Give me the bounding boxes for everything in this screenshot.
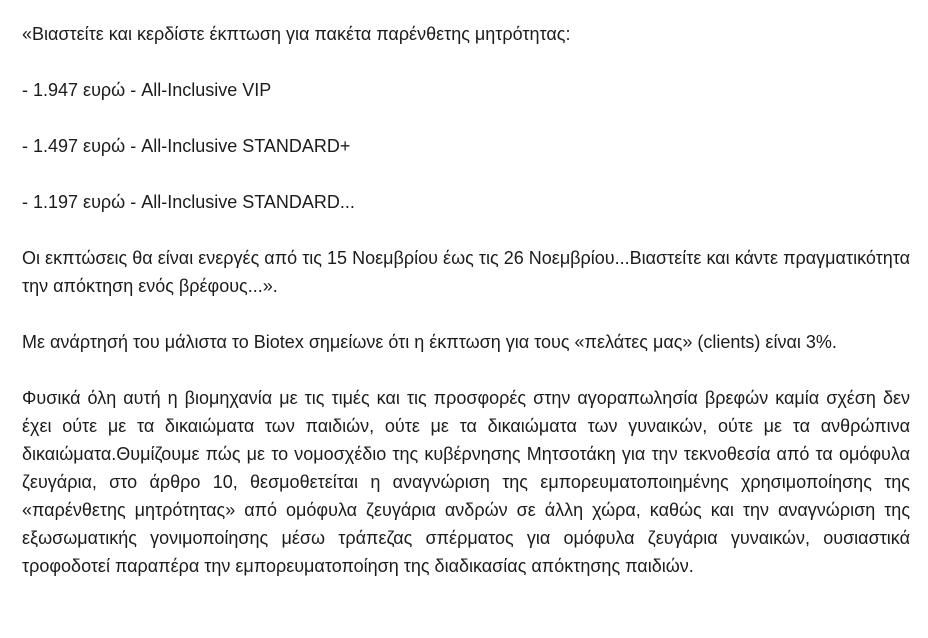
biotex-paragraph: Με ανάρτησή του μάλιστα το Biotex σημείωνε ότι η έκπτωση για τους «πελάτες μας» (clients) είναι 3%. <box>22 332 837 352</box>
closing-paragraph: Φυσικά όλη αυτή η βιομηχανία με τις τιμές και τις προσφορές στην αγοραπωλησία βρεφών καμία σχέση δεν έχει ούτε με τα δικαιώματα των παιδιών, ούτε με τα δικαιώματα των γυναικών, ούτε με τα ανθρώπινα δικαιώματα.Θυμίζουμε πώς με το νομοσχέδιο της κυβέρνησης Μητσοτάκη για την τεκνοθεσία από τα ομόφυλα ζευγάρια, στο άρθρο 10, θεσμοθετείται η αναγνώριση της εμπορευματοποιημένης χρησιμοποίησης της «παρένθετης μητρότητας» από ομόφυλα ζευγάρια ανδρών σε άλλη χώρα, καθώς και την αναγνώριση της εξωσωματικής γονιμοποίησης μέσω τράπεζας σπέρματος για ομόφυλα ζευγάρια γυναικών, ουσιαστικά τροφοδοτεί παραπέρα την εμπορευματοποίηση της διαδικασίας απόκτησης παιδιών. <box>22 388 910 576</box>
discount-dates-paragraph: Οι εκπτώσεις θα είναι ενεργές από τις 15 Νοεμβρίου έως τις 26 Νοεμβρίου...Βιαστείτε και κάντε πραγματικότητα την απόκτηση ενός βρέφους...». <box>22 248 910 296</box>
intro-paragraph: «Βιαστείτε και κερδίστε έκπτωση για πακέτα παρένθετης μητρότητας: <box>22 24 571 44</box>
package-standard-plus: - 1.497 ευρώ - All-Inclusive STANDARD+ <box>22 136 351 156</box>
package-standard: - 1.197 ευρώ - All-Inclusive STANDARD... <box>22 192 355 212</box>
package-vip: - 1.947 ευρώ - All-Inclusive VIP <box>22 80 272 100</box>
